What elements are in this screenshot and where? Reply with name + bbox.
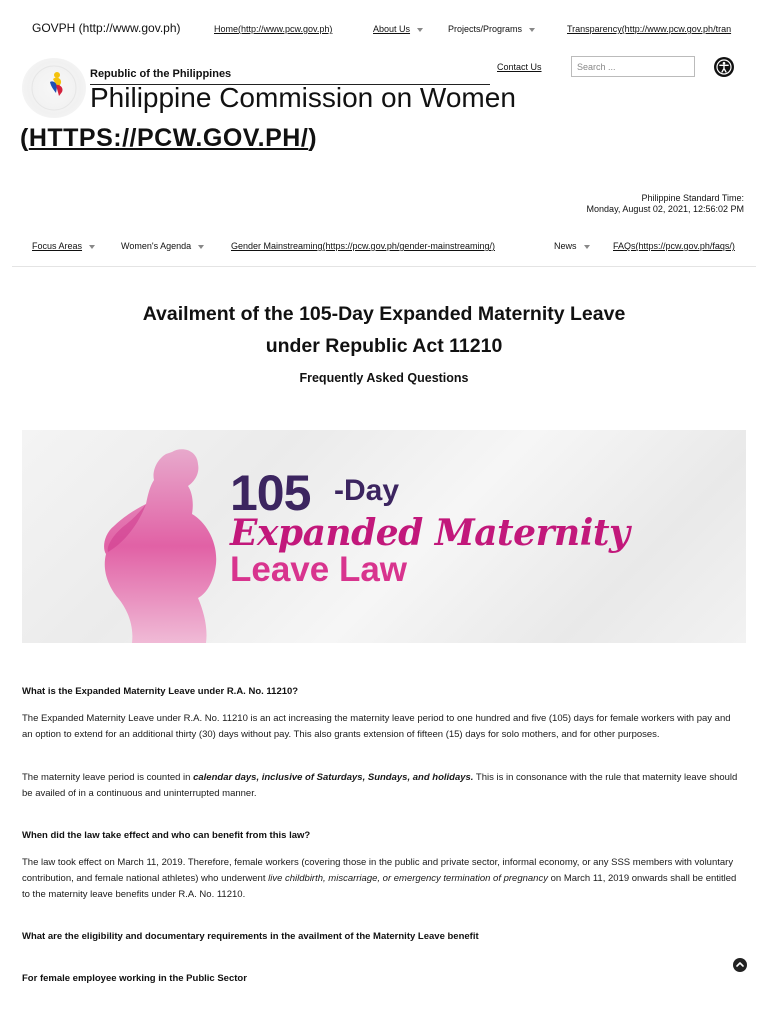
faq-subheading-public-sector: For female employee working in the Public Sector	[22, 973, 247, 984]
chevron-down-icon[interactable]	[198, 245, 204, 249]
chevron-down-icon[interactable]	[417, 28, 423, 32]
nav-womens-agenda-label[interactable]: Women's Agenda	[121, 241, 192, 251]
nav-womens-agenda[interactable]	[121, 241, 204, 251]
search-input[interactable]	[571, 56, 695, 77]
faq-answer-2	[22, 855, 742, 903]
site-url-close: )	[308, 124, 318, 152]
nav-focus-areas-label[interactable]: Focus Areas	[32, 241, 83, 251]
nav-focus-areas[interactable]	[32, 241, 95, 251]
top-navigation	[0, 0, 768, 56]
contact-us-link[interactable]: Contact Us	[497, 62, 542, 72]
accessibility-icon	[714, 57, 734, 77]
faq-question-2: When did the law take effect and who can benefit from this law?	[22, 830, 311, 841]
chevron-down-icon[interactable]	[529, 28, 535, 32]
nav-gender-mainstreaming-label[interactable]: Gender Mainstreaming(https://pcw.gov.ph/gender-mainstreaming/)	[231, 241, 495, 251]
site-url-open: (	[20, 124, 29, 152]
nav-about-us[interactable]	[373, 24, 423, 34]
banner-105: 105	[230, 465, 311, 521]
accessibility-button[interactable]	[714, 57, 734, 77]
nav-news-label[interactable]: News	[554, 241, 577, 251]
maternity-leave-banner	[22, 430, 746, 643]
site-title[interactable]: Philippine Commission on Women	[90, 82, 516, 113]
nav-about-us-label[interactable]: About Us	[373, 24, 411, 34]
banner-expanded-maternity: Expanded Maternity	[230, 512, 630, 554]
pcw-logo-icon	[22, 58, 86, 118]
page-title	[0, 298, 768, 362]
nav-transparency-label[interactable]: Transparency(http://www.pcw.gov.ph/tran	[567, 24, 732, 34]
faq-answer-1: The Expanded Maternity Leave under R.A. No. 11210 is an act increasing the maternity leave period to one hundred and five (105) days for female workers with pay and an option to extend for an additional thirty (30) days without pay. This also grants extension of fifteen (15) days for solo mothers, and for other purposes.	[22, 713, 731, 740]
nav-projects-label[interactable]: Projects/Programs	[448, 24, 523, 34]
faq-answer-1b-emphasis: calendar days, inclusive of Saturdays, Sundays, and holidays.	[193, 772, 474, 783]
faq-answer-2-part1: The law took effect on March 11, 2019. Therefore, female workers (covering those in the public and private sector, informal economy, or any SSS members with voluntary contribution, and female national athletes) who underwent	[22, 857, 734, 884]
page-title-line2: under Republic Act 11210	[265, 335, 503, 357]
nav-home-label[interactable]: Home(http://www.pcw.gov.ph)	[214, 24, 333, 34]
nav-home[interactable]	[214, 24, 332, 34]
nav-faqs-label[interactable]: FAQs(https://pcw.gov.ph/faqs/)	[613, 241, 735, 251]
page-title-line1: Availment of the 105-Day Expanded Maternity Leave	[142, 303, 626, 325]
standard-time	[587, 193, 744, 215]
scroll-to-top-button[interactable]	[733, 958, 747, 972]
nav-divider	[12, 266, 756, 267]
standard-time-label: Philippine Standard Time:	[641, 193, 744, 203]
faq-answer-1b-part1: The maternity leave period is counted in	[22, 772, 194, 783]
banner-day: -Day	[334, 474, 400, 507]
faq-answer-2-emphasis: live childbirth, miscarriage, or emergency termination of pregnancy	[268, 873, 548, 884]
chevron-down-icon[interactable]	[584, 245, 590, 249]
nav-gender-mainstreaming[interactable]	[231, 241, 495, 251]
govph-link[interactable]: GOVPH (http://www.gov.ph)	[32, 21, 181, 35]
nav-projects-programs[interactable]	[448, 24, 535, 34]
faq-question-3: What are the eligibility and documentary requirements in the availment of the Maternity Leave benefit	[22, 931, 479, 942]
page-subtitle: Frequently Asked Questions	[299, 371, 469, 385]
site-url-text[interactable]: HTTPS://PCW.GOV.PH/	[28, 124, 309, 152]
faq-answer-1b-part2: This is in consonance with the rule that maternity leave should be availed of in a continuous and uninterrupted manner.	[22, 772, 738, 799]
standard-time-value: Monday, August 02, 2021, 12:56:02 PM	[586, 204, 744, 214]
nav-news[interactable]	[554, 241, 590, 251]
faq-answer-2-part2: on March 11, 2019 onwards shall be entitled to the maternity leave benefits under R.A. No. 11210.	[22, 873, 737, 900]
nav-faqs[interactable]	[613, 241, 735, 251]
nav-transparency[interactable]	[567, 24, 731, 34]
chevron-down-icon[interactable]	[89, 245, 95, 249]
banner-leave-law: Leave Law	[230, 550, 408, 589]
site-url-link[interactable]	[20, 124, 317, 153]
republic-label: Republic of the Philippines	[90, 68, 232, 80]
pcw-logo[interactable]	[22, 58, 86, 118]
arrow-up-icon	[733, 958, 747, 972]
faq-answer-1b	[22, 770, 742, 802]
faq-question-1: What is the Expanded Maternity Leave under R.A. No. 11210?	[22, 686, 299, 697]
